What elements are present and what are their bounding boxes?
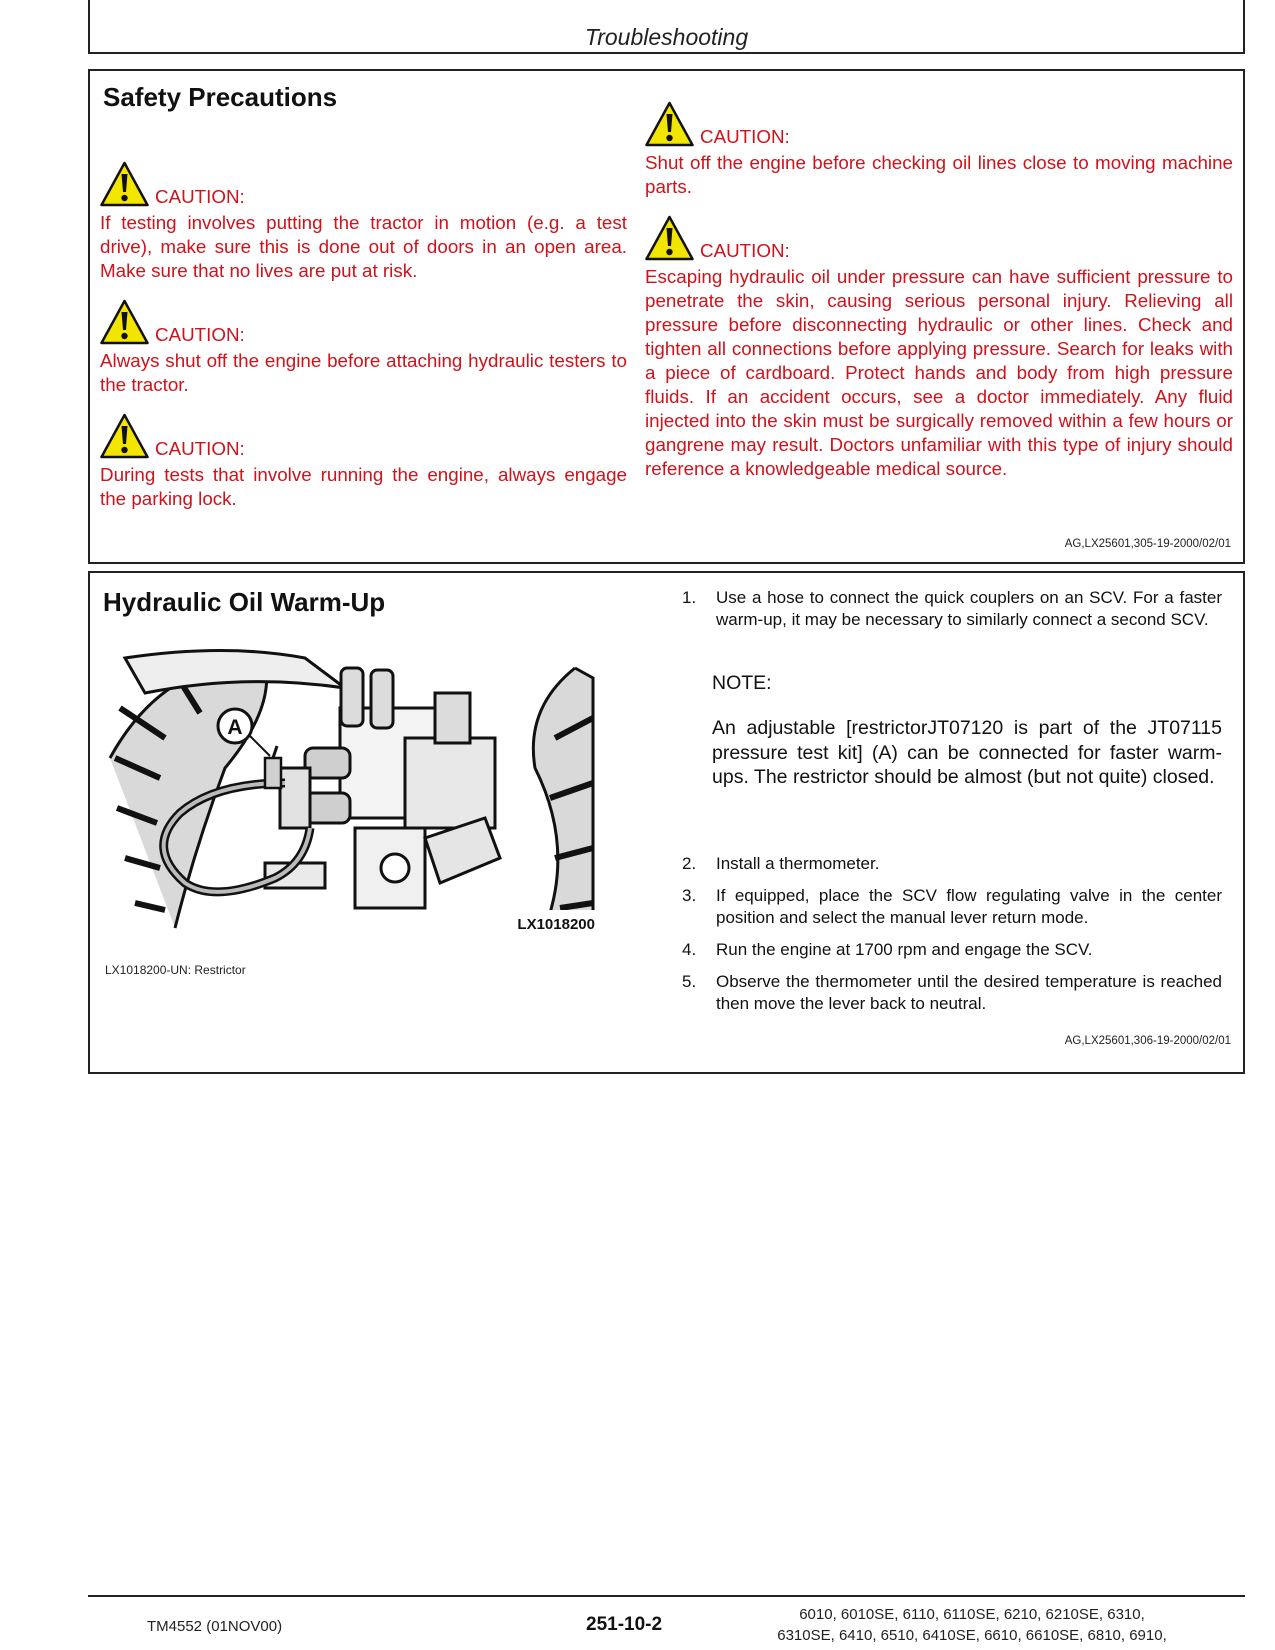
safety-precautions-section	[88, 69, 1245, 564]
list-item	[682, 587, 1222, 631]
caution-label: CAUTION:	[155, 186, 245, 207]
footer-manual-id: TM4552 (01NOV00)	[147, 1618, 283, 1635]
caution-block	[100, 157, 627, 283]
page-number: 251-10-2	[586, 1614, 663, 1635]
caution-text: Always shut off the engine before attaching hydraulic testers to the tractor.	[100, 350, 627, 395]
hydraulic-oil-warmup-section	[88, 571, 1245, 1074]
right-cautions-column	[645, 97, 1233, 493]
list-item	[682, 971, 1222, 1015]
warning-triangle-icon	[100, 299, 149, 345]
step-number: 5.	[682, 972, 697, 991]
figure-code-label: LX1018200	[517, 916, 595, 933]
list-item	[682, 853, 1222, 875]
caution-text: During tests that involve running the engine, always engage the parking lock.	[100, 464, 627, 509]
section-title: Safety Precautions	[103, 82, 338, 112]
restrictor-illustration	[105, 648, 595, 936]
caution-text: Shut off the engine before checking oil lines close to moving machine parts.	[645, 152, 1233, 197]
caution-block	[645, 211, 1233, 481]
caution-label: CAUTION:	[700, 240, 790, 261]
warmup-steps-list	[682, 853, 1222, 1025]
left-cautions-column	[100, 157, 627, 523]
footer-divider	[88, 1595, 1245, 1597]
step-number: 1.	[682, 588, 697, 607]
caution-label: CAUTION:	[700, 126, 790, 147]
step-text: Use a hose to connect the quick couplers on an SCV. For a faster warm-up, it may be necessary to similarly connect a second SCV.	[716, 588, 1222, 629]
section-title: Hydraulic Oil Warm-Up	[103, 587, 386, 617]
step-text: Run the engine at 1700 rpm and engage the SCV.	[716, 940, 1093, 959]
reference-code: AG,LX25601,305-19-2000/02/01	[1064, 538, 1231, 550]
reference-code: AG,LX25601,306-19-2000/02/01	[1064, 1035, 1231, 1047]
warning-triangle-icon	[645, 101, 694, 147]
note-label: NOTE:	[712, 672, 772, 694]
list-item	[682, 939, 1222, 961]
header-frame	[88, 0, 1245, 54]
warmup-step-1	[682, 587, 1222, 641]
warning-triangle-icon	[100, 413, 149, 459]
caution-block	[100, 409, 627, 511]
footer-models-line: 6310SE, 6410, 6510, 6410SE, 6610, 6610SE, 6810, 6910,	[777, 1627, 1167, 1644]
caution-block	[100, 295, 627, 397]
step-text: Install a thermometer.	[716, 854, 880, 873]
step-number: 4.	[682, 940, 697, 959]
list-item	[682, 885, 1222, 929]
note-text: An adjustable [restrictorJT07120 is part of the JT07115 pressure test kit] (A) can be connected for faster warm-ups. The restrictor should be almost (but not quite) closed.	[712, 717, 1222, 788]
caution-text: If testing involves putting the tractor in motion (e.g. a test drive), make sure this is done out of doors in an open area. Make sure that no lives are put at risk.	[100, 212, 627, 281]
warning-triangle-icon	[100, 161, 149, 207]
footer-models-line: 6010, 6010SE, 6110, 6110SE, 6210, 6210SE, 6310,	[799, 1606, 1145, 1623]
page-header-title: Troubleshooting	[584, 24, 749, 50]
step-number: 2.	[682, 854, 697, 873]
step-number: 3.	[682, 886, 697, 905]
restrictor-figure	[105, 648, 595, 936]
step-text: If equipped, place the SCV flow regulating valve in the center position and select the manual lever return mode.	[716, 886, 1222, 927]
figure-caption: LX1018200-UN: Restrictor	[105, 963, 246, 977]
caution-label: CAUTION:	[155, 324, 245, 345]
warning-triangle-icon	[645, 215, 694, 261]
caution-label: CAUTION:	[155, 438, 245, 459]
caution-text: Escaping hydraulic oil under pressure can have sufficient pressure to penetrate the skin, causing serious personal injury. Relieving all pressure before disconnecting hydraulic or other lines. Check and tighten all connections before applying pressure. Search for leaks with a piece of cardboard. Protect hands and body from high pressure fluids. If an accident occurs, see a doctor immediately. Any fluid injected into the skin must be surgically removed within a few hours or gangrene may result. Doctors unfamiliar with this type of injury should reference a knowledgeable medical source.	[645, 266, 1233, 479]
footer-models	[752, 1604, 1192, 1646]
step-text: Observe the thermometer until the desired temperature is reached then move the lever back to neutral.	[716, 972, 1222, 1013]
caution-block	[645, 97, 1233, 199]
callout-a-label: A	[227, 716, 243, 739]
